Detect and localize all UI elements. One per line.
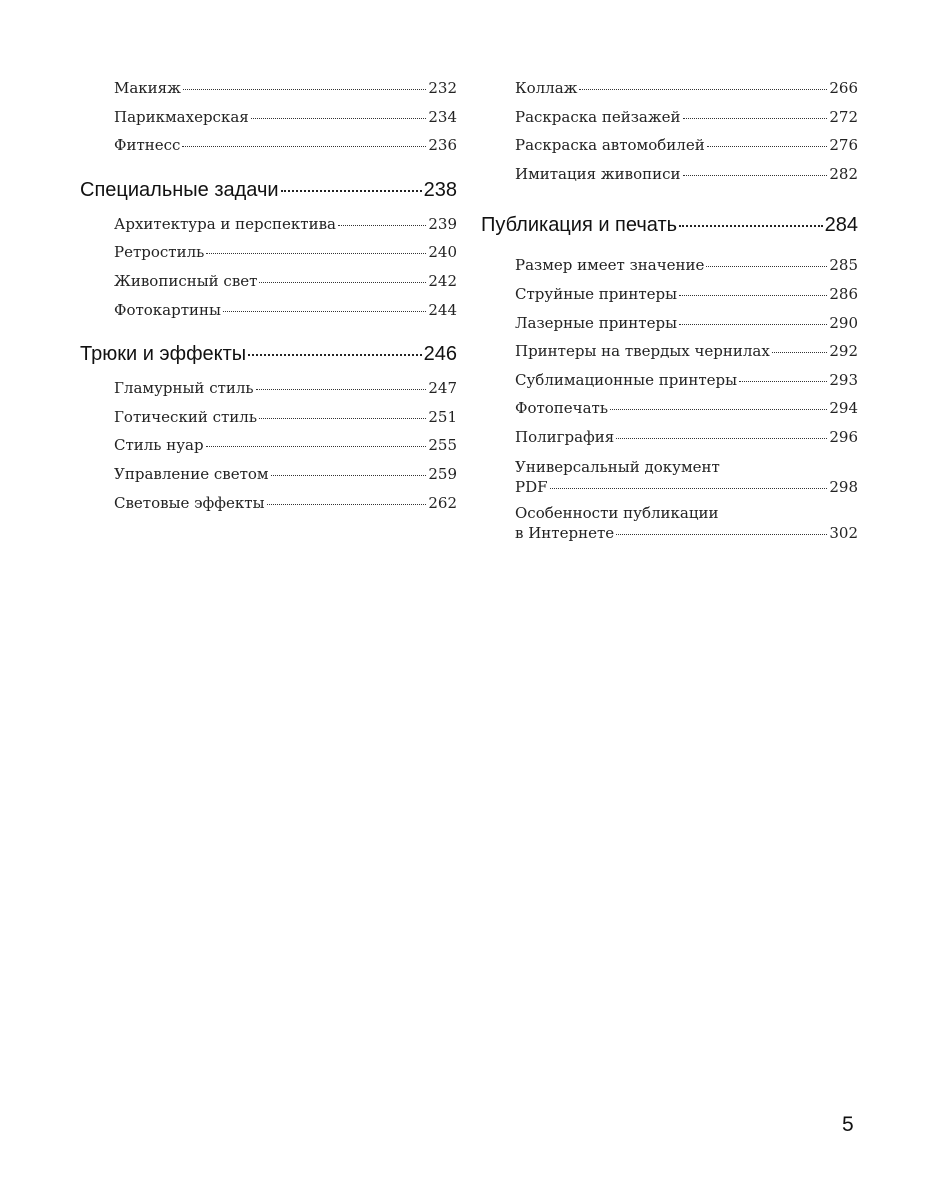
toc-entry-page: 276 bbox=[829, 136, 858, 155]
toc-entry-page: 290 bbox=[829, 313, 858, 332]
toc-entry-title: Фотокартины bbox=[114, 300, 221, 319]
toc-right-column bbox=[481, 74, 858, 547]
toc-entry[interactable] bbox=[114, 489, 457, 518]
toc-entry-title: Макияж bbox=[114, 79, 181, 97]
toc-entry-page: 266 bbox=[829, 79, 858, 97]
toc-entry[interactable] bbox=[515, 503, 858, 544]
toc-entry-page: 262 bbox=[428, 493, 457, 512]
section-page: 238 bbox=[423, 178, 457, 201]
leader-dots bbox=[706, 266, 827, 267]
toc-section-heading[interactable] bbox=[481, 210, 858, 240]
toc-entry-title: Фотопечать bbox=[515, 399, 609, 418]
leader-dots bbox=[206, 253, 426, 254]
leader-dots bbox=[251, 118, 427, 119]
toc-entry[interactable] bbox=[515, 366, 858, 395]
toc-entry[interactable] bbox=[114, 296, 457, 325]
toc-entry-title: Сублимационные принтеры bbox=[515, 370, 738, 389]
toc-entry-title: Имитация живописи bbox=[515, 164, 681, 183]
toc-entry[interactable] bbox=[515, 131, 858, 160]
toc-entry-page: 272 bbox=[829, 107, 858, 126]
toc-entry-page: 285 bbox=[829, 256, 858, 275]
toc-entry[interactable] bbox=[114, 74, 457, 103]
toc-entry-title-line2: в Интернете bbox=[515, 524, 615, 543]
toc-entry-title: Гламурный стиль bbox=[114, 379, 254, 398]
toc-entry-page: 240 bbox=[428, 243, 457, 262]
leader-dots bbox=[679, 295, 827, 296]
toc-entry[interactable] bbox=[515, 337, 858, 366]
toc-entry[interactable] bbox=[114, 403, 457, 432]
toc-entry[interactable] bbox=[515, 309, 858, 338]
toc-entry-title: Коллаж bbox=[515, 79, 578, 97]
toc-entry-title: Принтеры на твердых чернилах bbox=[515, 342, 770, 361]
toc-entry-title: Раскраска автомобилей bbox=[515, 136, 705, 155]
toc-entry-page: 244 bbox=[428, 300, 457, 319]
leader-dots bbox=[616, 438, 827, 439]
toc-left-column bbox=[80, 74, 457, 517]
leader-dots bbox=[256, 389, 427, 390]
toc-entry[interactable] bbox=[114, 103, 457, 132]
toc-entry-page: 298 bbox=[829, 478, 858, 497]
toc-entry-title-line1: Особенности публикации bbox=[515, 503, 719, 522]
leader-dots bbox=[183, 89, 426, 90]
toc-entry-page: 294 bbox=[829, 399, 858, 418]
toc-entry-title: Стиль нуар bbox=[114, 436, 204, 455]
leader-dots bbox=[683, 175, 828, 176]
leader-dots bbox=[616, 534, 827, 535]
toc-entry[interactable] bbox=[114, 210, 457, 239]
section-title: Специальные задачи bbox=[80, 178, 279, 201]
toc-entry-title-line2: PDF bbox=[515, 478, 548, 497]
leader-dots bbox=[259, 282, 426, 283]
toc-entry-page: 239 bbox=[428, 214, 457, 233]
toc-entry-page: 251 bbox=[428, 407, 457, 426]
toc-entry-title: Полиграфия bbox=[515, 427, 615, 446]
toc-entry[interactable] bbox=[515, 74, 858, 103]
leader-dots bbox=[739, 381, 827, 382]
toc-entry-page: 236 bbox=[428, 136, 457, 155]
leader-dots bbox=[206, 446, 427, 447]
toc-entry-title-line1: Универсальный документ bbox=[515, 457, 720, 476]
leader-dots bbox=[182, 146, 426, 147]
leader-dots bbox=[259, 418, 426, 419]
toc-entry[interactable] bbox=[515, 394, 858, 423]
toc-entry[interactable] bbox=[515, 251, 858, 280]
toc-entry-page: 292 bbox=[829, 342, 858, 361]
toc-entry-title: Готический стиль bbox=[114, 407, 257, 426]
toc-entry-page: 293 bbox=[829, 370, 858, 389]
toc-entry[interactable] bbox=[114, 238, 457, 267]
toc-entry-page: 296 bbox=[829, 427, 858, 446]
toc-entry[interactable] bbox=[114, 460, 457, 489]
leader-dots bbox=[679, 225, 823, 227]
toc-entry[interactable] bbox=[114, 267, 457, 296]
leader-dots bbox=[683, 118, 828, 119]
section-page: 246 bbox=[423, 343, 457, 366]
leader-dots bbox=[610, 409, 827, 410]
toc-section-heading[interactable] bbox=[80, 175, 457, 205]
toc-section-heading[interactable] bbox=[80, 339, 457, 369]
toc-entry-page: 242 bbox=[428, 271, 457, 290]
leader-dots bbox=[772, 352, 828, 353]
toc-entry[interactable] bbox=[515, 160, 858, 189]
leader-dots bbox=[579, 89, 827, 90]
toc-entry-title: Лазерные принтеры bbox=[515, 313, 678, 332]
toc-entry-title: Струйные принтеры bbox=[515, 284, 678, 303]
leader-dots bbox=[338, 225, 426, 226]
section-title: Трюки и эффекты bbox=[80, 343, 247, 366]
toc-entry-page: 232 bbox=[428, 79, 457, 97]
toc-entry-title: Ретростиль bbox=[114, 243, 205, 262]
leader-dots bbox=[281, 190, 422, 192]
toc-entry[interactable] bbox=[515, 103, 858, 132]
toc-entry-page: 302 bbox=[829, 524, 858, 543]
toc-entry-title: Фитнесс bbox=[114, 136, 181, 155]
toc-entry[interactable] bbox=[515, 457, 858, 498]
leader-dots bbox=[223, 311, 426, 312]
leader-dots bbox=[707, 146, 828, 147]
toc-entry-title: Парикмахерская bbox=[114, 107, 249, 126]
toc-entry[interactable] bbox=[114, 131, 457, 160]
toc-entry[interactable] bbox=[515, 280, 858, 309]
toc-entry-page: 259 bbox=[428, 464, 457, 483]
leader-dots bbox=[248, 354, 421, 356]
toc-entry-page: 282 bbox=[829, 164, 858, 183]
toc-entry-page: 247 bbox=[428, 379, 457, 398]
leader-dots bbox=[550, 488, 828, 489]
leader-dots bbox=[679, 324, 827, 325]
toc-entry[interactable] bbox=[515, 423, 858, 452]
toc-entry[interactable] bbox=[114, 374, 457, 403]
section-title: Публикация и печать bbox=[481, 214, 678, 237]
toc-entry-page: 255 bbox=[428, 436, 457, 455]
toc-entry-title: Управление светом bbox=[114, 464, 269, 483]
toc-entry[interactable] bbox=[114, 431, 457, 460]
toc-entry-page: 234 bbox=[428, 107, 457, 126]
leader-dots bbox=[271, 475, 427, 476]
toc-entry-title: Архитектура и перспектива bbox=[114, 214, 336, 233]
toc-entry-title: Размер имеет значение bbox=[515, 256, 705, 275]
toc-entry-title: Раскраска пейзажей bbox=[515, 107, 681, 126]
page-number: 5 bbox=[842, 1113, 854, 1136]
toc-entry-title: Живописный свет bbox=[114, 271, 258, 290]
toc-entry-title: Световые эффекты bbox=[114, 493, 265, 512]
toc-entry-page: 286 bbox=[829, 284, 858, 303]
leader-dots bbox=[267, 504, 427, 505]
section-page: 284 bbox=[824, 214, 858, 237]
